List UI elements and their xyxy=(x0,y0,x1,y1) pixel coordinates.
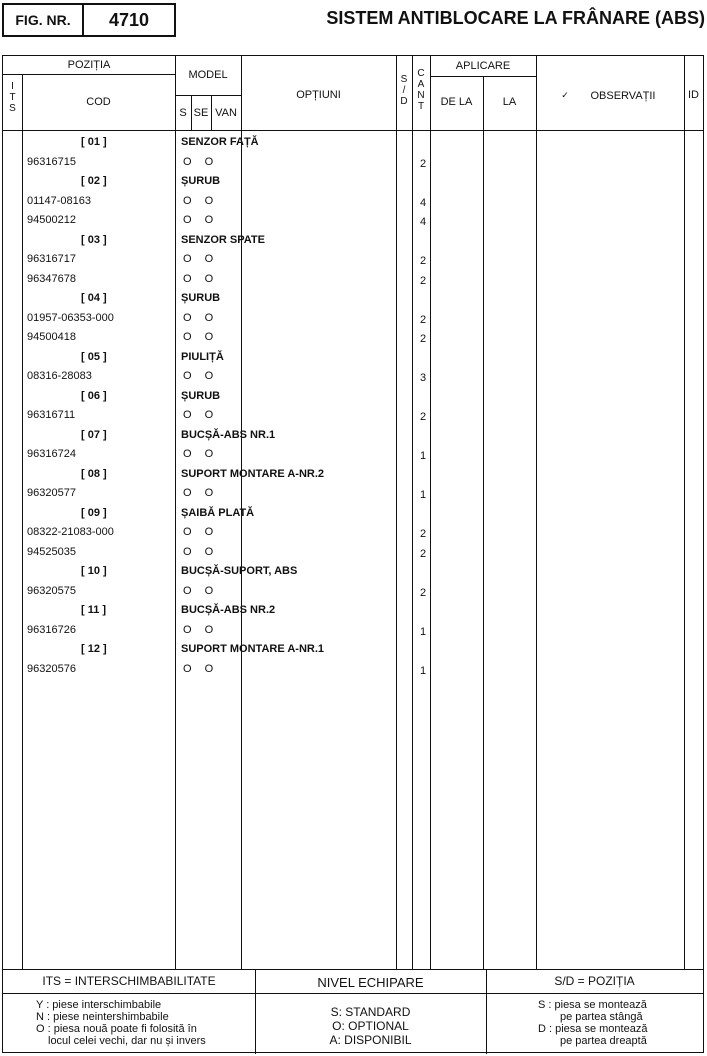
footer-nivel-title: NIVEL ECHIPARE xyxy=(317,975,424,990)
part-quantity: 2 xyxy=(420,157,427,170)
model-availability-marks: O O xyxy=(183,370,219,382)
part-name: SUPORT MONTARE A-NR.2 xyxy=(181,467,324,480)
part-quantity: 2 xyxy=(420,586,427,599)
col-sd: S / D xyxy=(400,74,408,107)
part-position: [ 06 ] xyxy=(81,389,107,402)
part-position: [ 02 ] xyxy=(81,175,107,187)
part-name: BUCȘĂ-SUPORT, ABS xyxy=(181,565,298,577)
part-code: 96316715 xyxy=(27,155,76,168)
part-code: 96316717 xyxy=(27,253,76,265)
document-title: SISTEM ANTIBLOCARE LA FRÂNARE (ABS) xyxy=(326,8,705,28)
part-quantity: 2 xyxy=(420,547,427,560)
model-availability-marks: O O xyxy=(183,331,219,343)
model-availability-marks: O O xyxy=(183,526,219,538)
col-observatii: OBSERVAȚII xyxy=(590,90,656,102)
part-position: [ 11 ] xyxy=(81,604,107,616)
part-name: ȘURUB xyxy=(181,292,221,304)
part-code: 94525035 xyxy=(27,545,76,558)
model-availability-marks: O O xyxy=(183,214,219,226)
observatii-check-icon: ✓ xyxy=(561,90,569,100)
footer-nivel-legend: S: STANDARD O: OPTIONAL A: DISPONIBIL xyxy=(329,1005,412,1047)
model-availability-marks: O O xyxy=(183,662,219,675)
col-optiuni: OPȚIUNI xyxy=(296,89,341,101)
col-aplicare: APLICARE xyxy=(455,60,511,72)
part-quantity: 1 xyxy=(420,664,427,677)
col-cod: COD xyxy=(86,96,111,108)
part-code: 94500418 xyxy=(27,331,76,343)
footer-its-title: ITS = INTERSCHIMBABILITATE xyxy=(42,974,216,988)
model-availability-marks: O O xyxy=(183,253,219,265)
col-van: VAN xyxy=(215,107,237,119)
model-availability-marks: O O xyxy=(183,272,219,285)
part-position: [ 10 ] xyxy=(81,565,107,577)
part-name: SENZOR FAȚĂ xyxy=(181,136,259,148)
part-code: 01147-08163 xyxy=(27,194,92,207)
part-quantity: 4 xyxy=(420,216,427,228)
figure-number: 4710 xyxy=(108,10,150,30)
part-name: BUCȘĂ-ABS NR.2 xyxy=(181,604,276,616)
part-code: 94500212 xyxy=(27,214,76,226)
col-la: LA xyxy=(502,96,517,108)
part-position: [ 07 ] xyxy=(81,428,107,441)
part-position: [ 05 ] xyxy=(81,350,107,363)
part-code: 96320577 xyxy=(27,487,76,499)
part-position: [ 01 ] xyxy=(81,136,107,148)
footer-sd-legend: S : piesa se montează pe partea stângă D : piesa se montează pe partea dreaptă xyxy=(538,999,648,1047)
part-quantity: 2 xyxy=(420,528,427,540)
part-name: BUCȘĂ-ABS NR.1 xyxy=(181,428,276,441)
col-its: I T S xyxy=(9,81,16,114)
col-id: ID xyxy=(688,89,699,101)
part-name: ȘURUB xyxy=(181,389,221,402)
part-position: [ 04 ] xyxy=(81,292,107,304)
part-quantity: 1 xyxy=(420,450,427,462)
part-code: 01957-06353-000 xyxy=(27,311,114,324)
part-quantity: 2 xyxy=(420,411,427,423)
part-code: 08316-28083 xyxy=(27,370,92,382)
footer-its-legend: Y : piese interschimbabile N : piese neintershimbabile O : piesa nouă poate fi folosită în locul celei vechi, dar nu și invers xyxy=(36,999,206,1047)
part-quantity: 2 xyxy=(420,313,427,326)
part-quantity: 1 xyxy=(420,625,427,638)
footer-sd-title: S/D = POZIȚIA xyxy=(554,974,635,988)
part-quantity: 2 xyxy=(420,255,427,267)
col-cant: C A N T xyxy=(417,68,425,112)
part-code: 08322-21083-000 xyxy=(27,526,114,538)
part-position: [ 03 ] xyxy=(81,233,107,246)
col-se: SE xyxy=(193,107,209,119)
part-quantity: 3 xyxy=(420,372,427,384)
model-availability-marks: O O xyxy=(183,623,219,636)
part-quantity: 1 xyxy=(420,489,427,501)
col-s: S xyxy=(179,107,187,119)
model-availability-marks: O O xyxy=(183,448,219,460)
part-code: 96316724 xyxy=(27,448,76,460)
figure-label: FIG. NR. xyxy=(4,5,84,35)
part-name: PIULIȚĂ xyxy=(181,350,224,363)
part-name: SENZOR SPATE xyxy=(181,233,265,246)
part-code: 96316711 xyxy=(27,409,76,421)
part-code: 96320576 xyxy=(27,662,76,675)
col-pozitia: POZIȚIA xyxy=(67,59,111,71)
part-name: ȘURUB xyxy=(181,175,221,187)
model-availability-marks: O O xyxy=(183,409,219,421)
part-position: [ 12 ] xyxy=(81,643,107,655)
model-availability-marks: O O xyxy=(183,311,219,324)
part-quantity: 2 xyxy=(420,333,427,345)
part-position: [ 08 ] xyxy=(81,467,107,480)
part-code: 96316726 xyxy=(27,623,76,636)
part-quantity: 4 xyxy=(420,196,427,209)
part-position: [ 09 ] xyxy=(81,506,107,519)
part-code: 96320575 xyxy=(27,584,76,597)
part-code: 96347678 xyxy=(27,272,76,285)
col-model: MODEL xyxy=(188,69,228,81)
part-name: SUPORT MONTARE A-NR.1 xyxy=(181,643,324,655)
model-availability-marks: O O xyxy=(183,194,219,207)
part-name: ȘAIBĂ PLATĂ xyxy=(181,506,255,519)
col-de-la: DE LA xyxy=(440,96,473,108)
part-quantity: 2 xyxy=(420,274,427,287)
model-availability-marks: O O xyxy=(183,584,219,597)
model-availability-marks: O O xyxy=(183,545,219,558)
parts-table xyxy=(2,55,704,1053)
model-availability-marks: O O xyxy=(183,155,219,168)
model-availability-marks: O O xyxy=(183,487,219,499)
figure-number-box xyxy=(2,3,176,37)
